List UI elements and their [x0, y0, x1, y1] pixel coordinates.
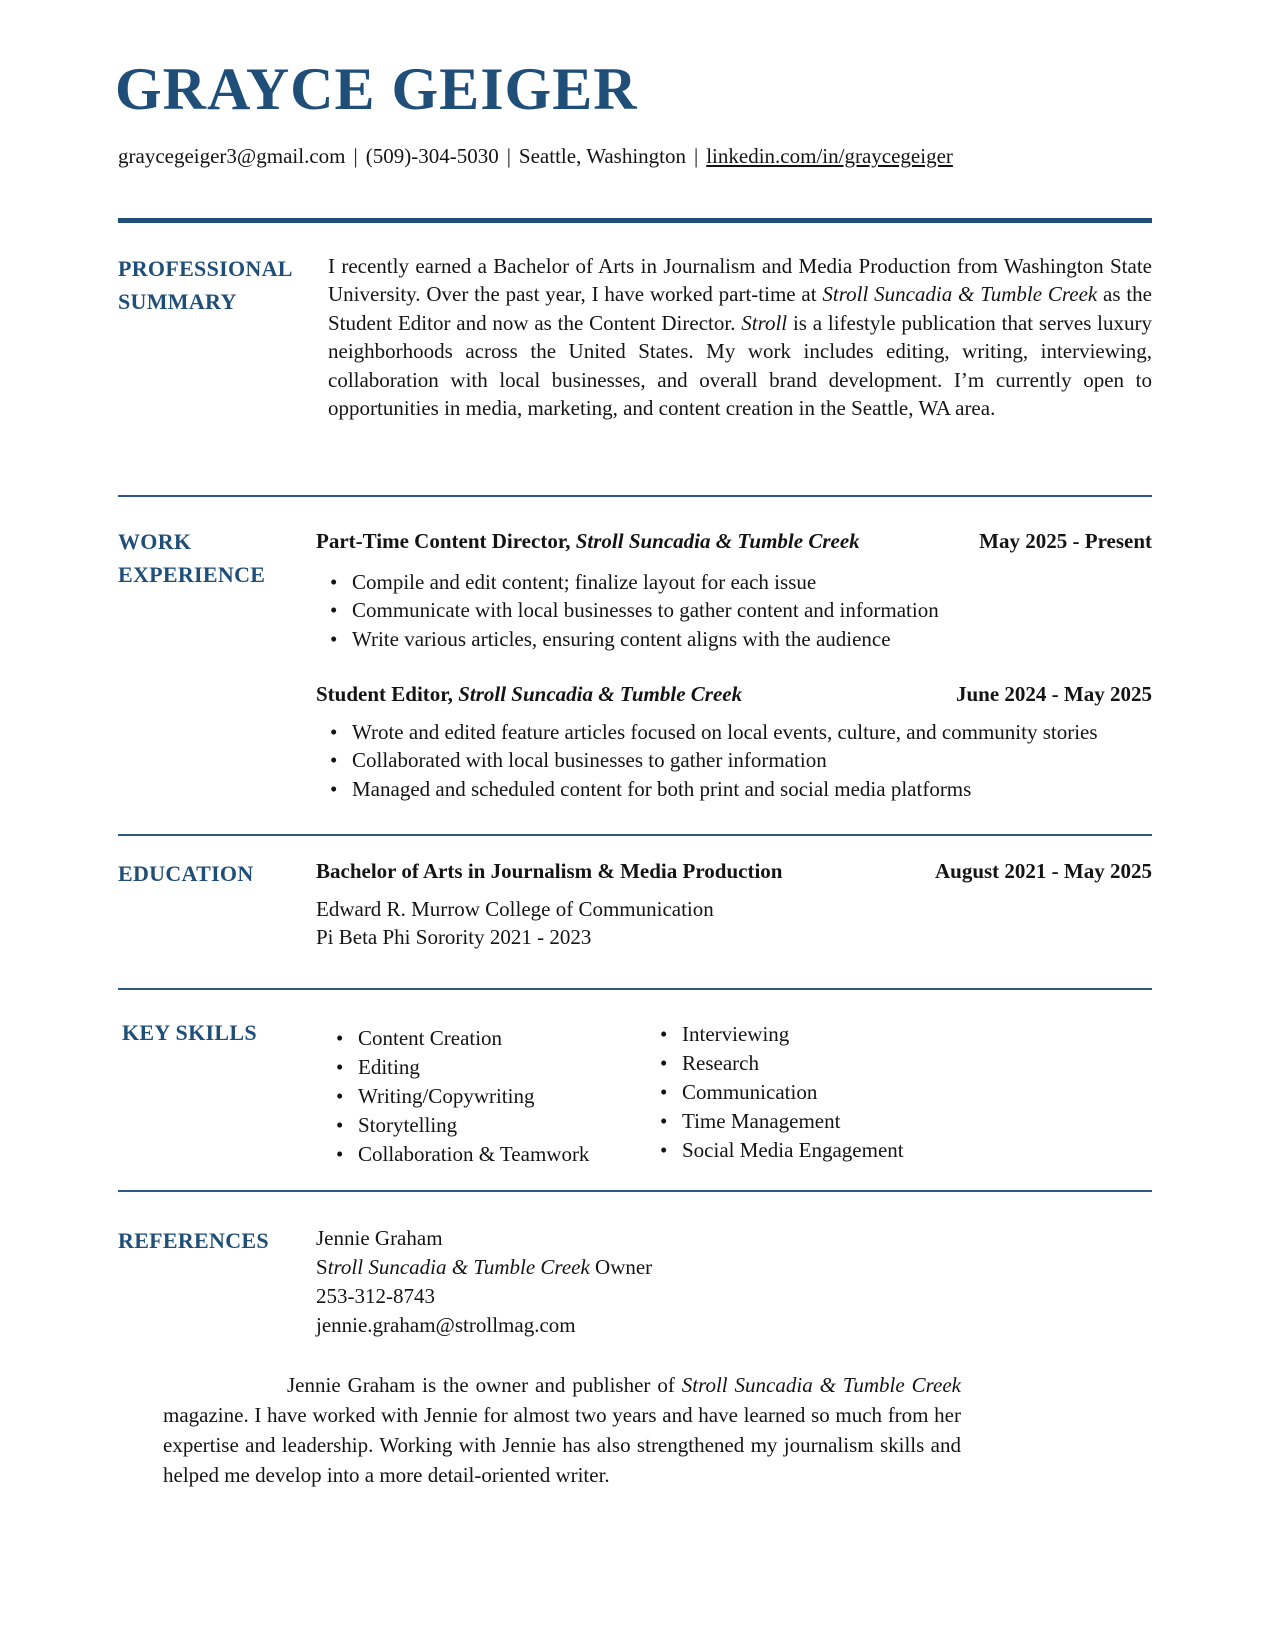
bullet-icon: • — [330, 748, 338, 773]
bullet-text: Collaborated with local businesses to gather information — [352, 748, 827, 773]
job-header — [316, 527, 1152, 555]
bullet-item — [660, 1020, 980, 1049]
bullet-item — [660, 1049, 980, 1078]
contact-email: graycegeiger3@gmail.com — [118, 144, 346, 168]
education-dates: August 2021 - May 2025 — [934, 859, 1152, 883]
section-divider — [118, 834, 1152, 836]
section-label-professional-summary — [118, 252, 293, 318]
bullet-item — [660, 1107, 980, 1136]
bullet-text: Research — [682, 1051, 759, 1075]
contact-separator: | — [506, 144, 511, 168]
bullet-text: Time Management — [682, 1109, 841, 1133]
bullet-text: Wrote and edited feature articles focused on local events, culture, and community stories — [352, 720, 1098, 744]
bullet-item — [660, 1136, 980, 1165]
contact-separator: | — [694, 144, 699, 168]
bullet-text: Write various articles, ensuring content aligns with the audience — [352, 626, 891, 651]
text-run: I recently earned a Bachelor of Arts in Journalism and Media Production from Washington State University. Over the past year, I have worked part-time at — [328, 254, 1152, 307]
section-divider — [118, 495, 1152, 497]
education-activity: Pi Beta Phi Sorority 2021 - 2023 — [316, 925, 592, 949]
text-run: Stroll Suncadia & Tumble Creek — [681, 1373, 961, 1397]
bullet-icon: • — [336, 1026, 344, 1050]
bullet-item — [336, 1082, 636, 1111]
bullet-icon: • — [330, 720, 338, 744]
text-run: Stroll — [741, 310, 788, 335]
bullet-item — [330, 568, 1152, 596]
bullet-icon: • — [336, 1055, 344, 1079]
text-run: as the Student Editor and now as the Content Director. — [328, 282, 1152, 335]
bullet-icon: • — [336, 1084, 344, 1108]
bullet-text: Content Creation — [358, 1026, 503, 1050]
section-label-line: EXPERIENCE — [118, 562, 266, 587]
bullet-icon: • — [330, 776, 338, 801]
bullet-item — [330, 625, 1152, 653]
job-bullet-list — [330, 568, 1152, 653]
skills-column-2 — [660, 1020, 980, 1165]
job-dates: June 2024 - May 2025 — [956, 682, 1152, 706]
bullet-text: Interviewing — [682, 1022, 790, 1046]
text-run: Stroll Suncadia & Tumble Creek — [822, 282, 1098, 307]
text-run: S — [316, 1255, 328, 1279]
section-divider — [118, 1190, 1152, 1192]
bullet-item — [330, 746, 1152, 774]
job-header — [316, 680, 1152, 708]
contact-line — [118, 142, 953, 170]
contact-location: Seattle, Washington — [518, 144, 686, 168]
contact-linkedin-link[interactable]: linkedin.com/in/graycegeiger — [706, 144, 953, 168]
text-run: troll Suncadia & Tumble Creek — [327, 1255, 590, 1279]
section-label-key-skills: KEY SKILLS — [122, 1020, 257, 1045]
contact-separator: | — [353, 144, 358, 168]
bullet-icon: • — [336, 1113, 344, 1137]
degree-title: Bachelor of Arts in Journalism & Media Production — [316, 859, 783, 883]
reference-title — [316, 1253, 652, 1282]
bullet-icon: • — [330, 626, 338, 651]
section-label-education: EDUCATION — [118, 861, 254, 886]
bullet-icon: • — [660, 1051, 668, 1075]
bullet-item — [330, 718, 1152, 746]
bullet-text: Social Media Engagement — [682, 1138, 904, 1162]
text-run: Jennie Graham is the owner and publisher of — [287, 1373, 682, 1397]
bullet-text: Writing/Copywriting — [358, 1084, 535, 1108]
bullet-item — [330, 596, 1152, 624]
education-header — [316, 857, 1152, 885]
bullet-text: Compile and edit content; finalize layout for each issue — [352, 570, 817, 594]
bullet-text: Communication — [682, 1080, 818, 1104]
bullet-item — [336, 1053, 636, 1082]
bullet-item — [336, 1024, 636, 1053]
bullet-item — [336, 1140, 636, 1169]
job-bullet-list — [330, 718, 1152, 803]
bullet-text: Storytelling — [358, 1113, 458, 1137]
bullet-icon: • — [660, 1080, 668, 1104]
section-divider — [118, 988, 1152, 990]
text-run: Stroll Suncadia & Tumble Creek — [575, 529, 860, 553]
text-run: is a lifestyle publication that serves luxury neighborhoods across the United States. My work includes editing, writing, interviewing, collaboration with local businesses, and overall brand development. I’m currently open to opportunities in media, marketing, and content creation in the Seattle, WA area. — [328, 310, 1153, 421]
page-title: GRAYCE GEIGER — [115, 56, 638, 122]
reference-name: Jennie Graham — [316, 1226, 443, 1250]
education-school: Edward R. Murrow College of Communication — [316, 897, 714, 921]
reference-block — [316, 1224, 652, 1340]
bullet-item — [660, 1078, 980, 1107]
job-title — [316, 680, 742, 708]
bullet-icon: • — [330, 598, 338, 623]
summary-paragraph — [328, 252, 1152, 422]
reference-note — [163, 1370, 961, 1490]
bullet-icon: • — [660, 1138, 668, 1162]
bullet-text: Managed and scheduled content for both print and social media platforms — [352, 776, 972, 801]
bullet-icon: • — [336, 1142, 344, 1166]
text-run: magazine. I have worked with Jennie for almost two years and have learned so much from her expertise and leadership. Working with Jennie has also strengthened my journalism skills and helped me develop into a more detail-oriented writer. — [163, 1403, 961, 1487]
skills-column-1 — [336, 1024, 636, 1169]
bullet-text: Editing — [358, 1055, 420, 1079]
text-run: Student Editor, — [316, 682, 459, 706]
job-title — [316, 527, 860, 555]
section-label-line: PROFESSIONAL — [118, 256, 293, 281]
bullet-item — [330, 775, 1152, 803]
bullet-text: Collaboration & Teamwork — [358, 1142, 590, 1166]
text-run: Part-Time Content Director, — [316, 529, 576, 553]
bullet-text: Communicate with local businesses to gather content and information — [352, 598, 939, 623]
reference-email: jennie.graham@strollmag.com — [316, 1313, 576, 1337]
header-divider — [118, 218, 1152, 223]
bullet-item — [336, 1111, 636, 1140]
section-label-line: SUMMARY — [118, 289, 237, 314]
job-dates: May 2025 - Present — [979, 529, 1152, 553]
text-run: Owner — [589, 1255, 653, 1279]
reference-phone: 253-312-8743 — [316, 1284, 435, 1308]
section-label-work-experience — [118, 525, 265, 591]
bullet-icon: • — [660, 1022, 668, 1046]
contact-phone: (509)-304-5030 — [365, 144, 499, 168]
text-run: Stroll Suncadia & Tumble Creek — [458, 682, 743, 706]
bullet-icon: • — [660, 1109, 668, 1133]
section-label-line: WORK — [118, 529, 192, 554]
bullet-icon: • — [330, 570, 338, 594]
section-label-references: REFERENCES — [118, 1228, 269, 1253]
